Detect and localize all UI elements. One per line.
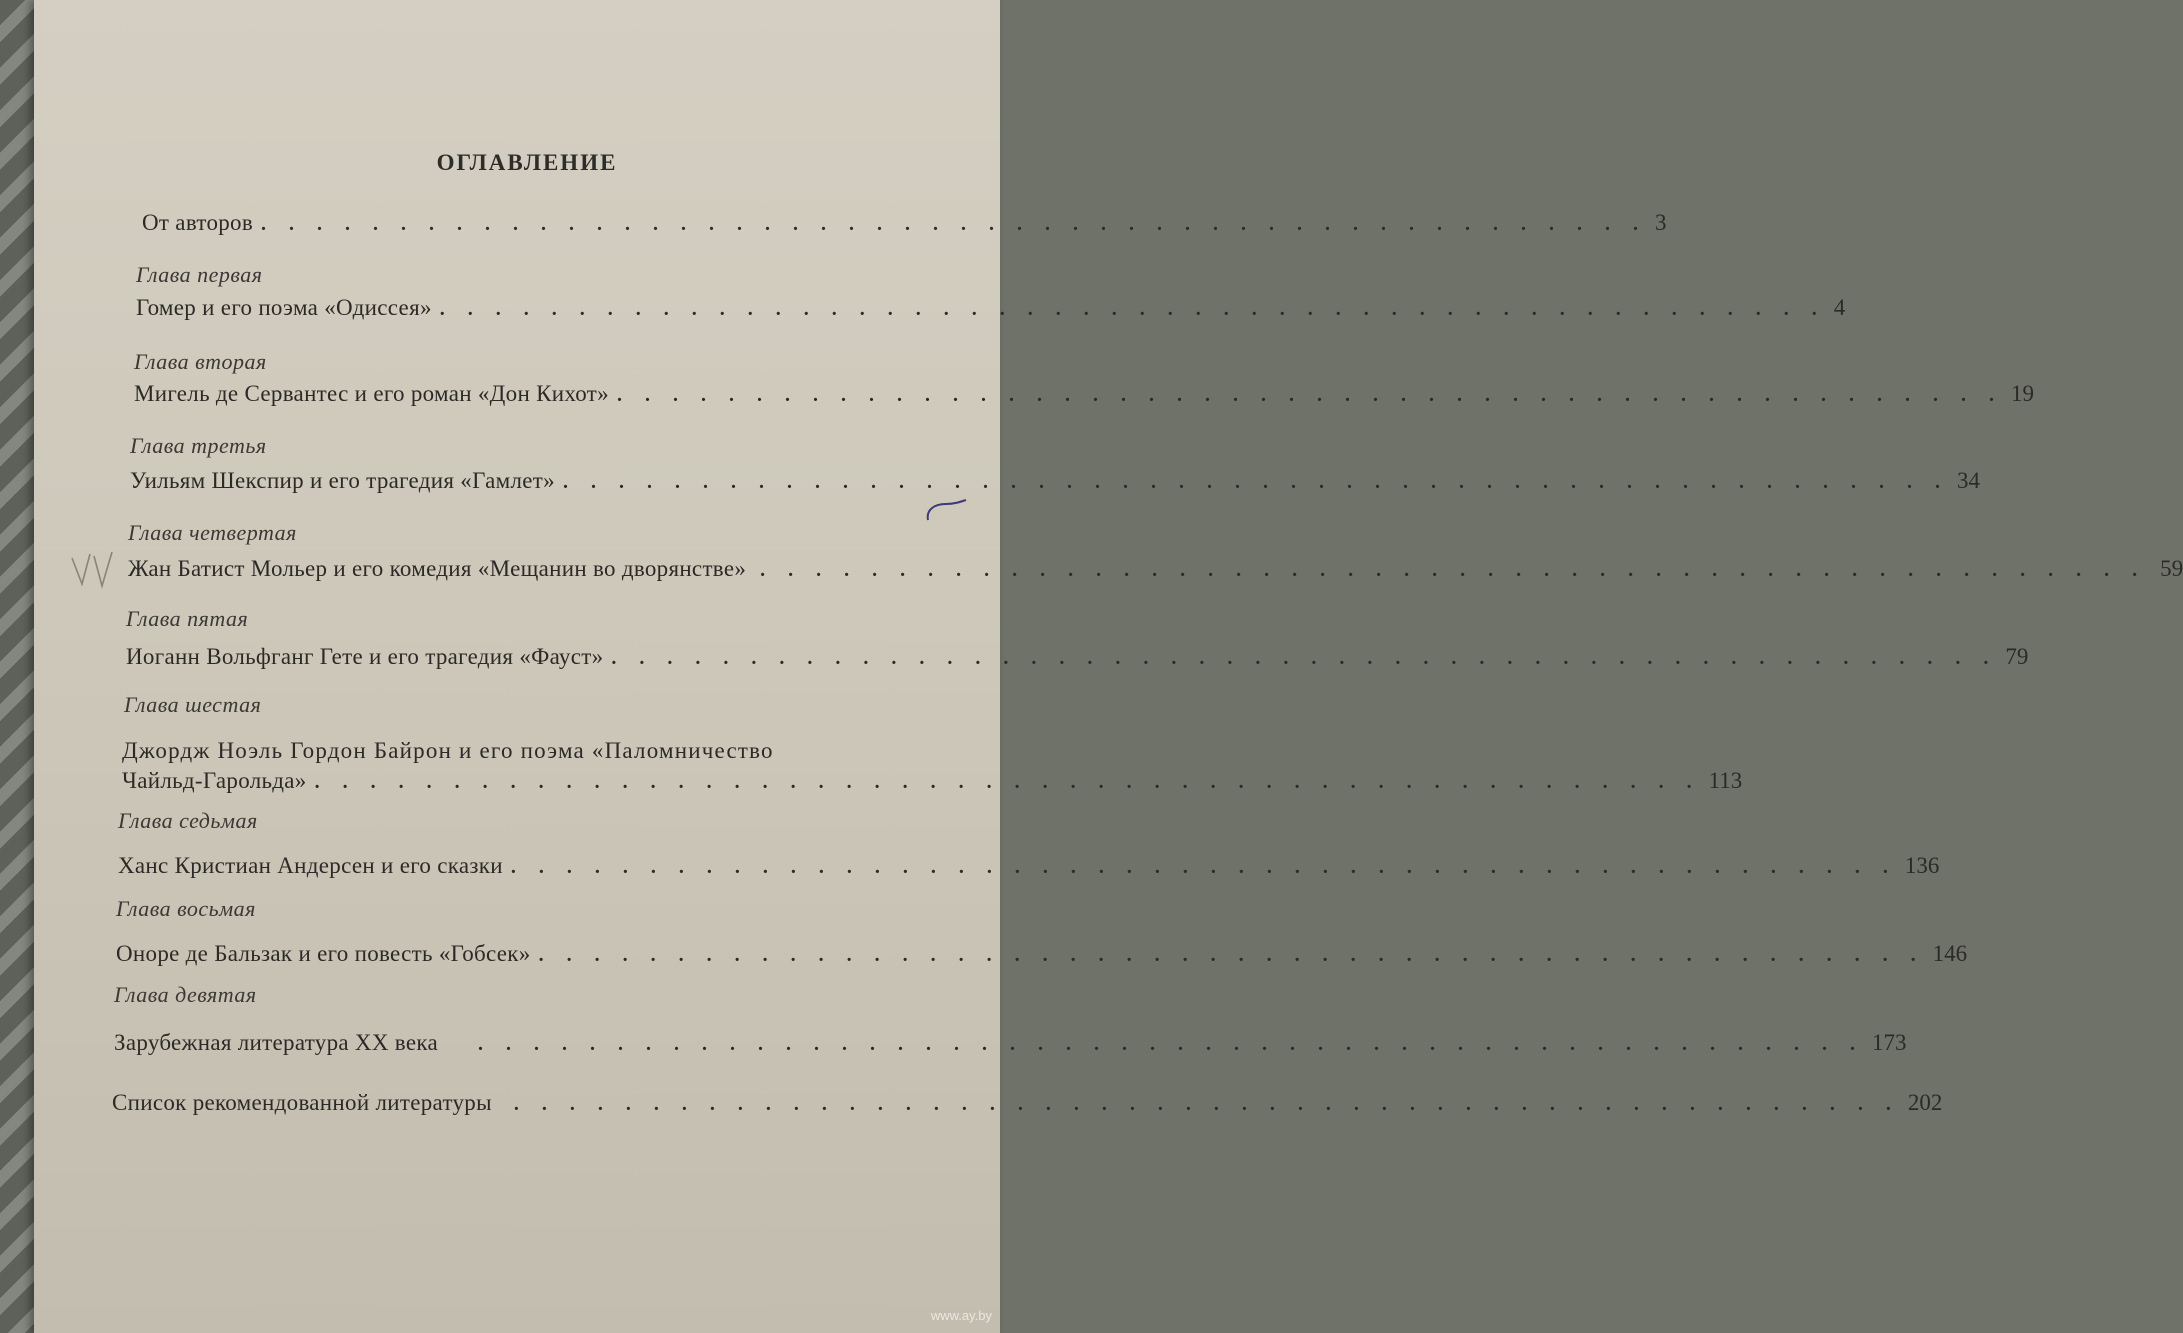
toc-entry-page: 79 xyxy=(2005,644,2029,669)
toc-entry-page: 173 xyxy=(1871,1030,1907,1055)
toc-entry-title: Оноре де Бальзак и его повесть «Гобсек» xyxy=(116,941,531,966)
toc-entry-title: Зарубежная литература XX века xyxy=(114,1030,438,1055)
chapter-heading: Глава шестая xyxy=(124,692,262,717)
pencil-tick-mark xyxy=(68,546,128,592)
book-page xyxy=(34,0,2183,1333)
chapter-heading: Глава вторая xyxy=(134,349,267,374)
dot-leader: . . . . . . . . . . . . . . . . . . . . . . . . . . . . . . . . . . . . . . . . . . . . . . . . . . xyxy=(611,647,1998,669)
dot-leader: . . . . . . . . . . . . . . . . . . . . . . . . . . . . . . . . . . . . . . . . . . . . . . . . . . xyxy=(616,384,2003,406)
chapter-heading: Глава восьмая xyxy=(116,896,256,921)
toc-entry-title: Чайльд-Гарольда» xyxy=(122,768,307,793)
toc-entry xyxy=(114,1030,1907,1056)
toc-entry-page: 113 xyxy=(1708,768,1743,793)
pen-mark xyxy=(920,496,970,526)
toc-entry xyxy=(122,768,1743,794)
dot-leader: . . . . . . . . . . . . . . . . . . . . . . . . . . . . . . . . . . . . . . . . . . . . . . . . . . xyxy=(477,1033,1864,1055)
chapter-heading: Глава девятая xyxy=(114,982,257,1007)
chapter-heading: Глава третья xyxy=(130,433,267,458)
toc-entry xyxy=(130,468,1980,494)
toc-entry-page: 3 xyxy=(1655,210,1667,235)
toc-entry-page: 136 xyxy=(1904,853,1940,878)
toc-entry xyxy=(134,381,2034,407)
toc-entry-page: 202 xyxy=(1907,1090,1943,1115)
toc-entry-title: Мигель де Сервантес и его роман «Дон Кихот» xyxy=(134,381,609,406)
chapter-heading: Глава четвертая xyxy=(128,520,297,545)
toc-entry xyxy=(118,853,1940,879)
dot-leader: . . . . . . . . . . . . . . . . . . . . . . . . . . . . . . . . . . . . . . . . . . . . . . . . . . xyxy=(510,856,1897,878)
toc-entry-page: 146 xyxy=(1932,941,1968,966)
toc-entry-page: 4 xyxy=(1833,295,1846,320)
toc-entry-title: Ханс Кристиан Андерсен и его сказки xyxy=(118,853,503,878)
toc-entry-page: 34 xyxy=(1956,468,1980,493)
chapter-heading: Глава пятая xyxy=(126,606,249,631)
toc-entry-title: Список рекомендованной литературы xyxy=(112,1090,492,1115)
toc-entry-title: Гомер и его поэма «Одиссея» xyxy=(136,295,432,320)
dot-leader: . . . . . . . . . . . . . . . . . . . . . . . . . . . . . . . . . . . . . . . . . . . . . . . . . . xyxy=(513,1093,1900,1115)
toc-entry xyxy=(128,556,2183,582)
dot-leader: . . . . . . . . . . . . . . . . . . . . . . . . . . . . . . . . . . . . . . . . . . . . . . . . . . xyxy=(261,213,1648,235)
toc-entry-page: 59 xyxy=(2160,556,2183,581)
toc-entry xyxy=(116,941,1968,967)
dot-leader: . . . . . . . . . . . . . . . . . . . . . . . . . . . . . . . . . . . . . . . . . . . . . . . . . . xyxy=(760,559,2147,581)
watermark: www.ay.by xyxy=(930,1308,992,1323)
toc-entry xyxy=(126,644,2029,670)
toc-entry-title-line1: Джордж Ноэль Гордон Байрон и его поэма «Паломничество xyxy=(122,738,774,763)
toc-entry xyxy=(112,1090,1943,1116)
toc-entry-title: Иоганн Вольфганг Гете и его трагедия «Фауст» xyxy=(126,644,604,669)
toc-entry-title: От авторов xyxy=(142,210,254,235)
dot-leader: . . . . . . . . . . . . . . . . . . . . . . . . . . . . . . . . . . . . . . . . . . . . . . . . . . xyxy=(314,771,1701,793)
chapter-heading: Глава седьмая xyxy=(118,808,258,833)
toc-entry xyxy=(142,210,1667,236)
page-title: ОГЛАВЛЕНИЕ xyxy=(436,150,618,175)
dot-leader: . . . . . . . . . . . . . . . . . . . . . . . . . . . . . . . . . . . . . . . . . . . . . . . . . . xyxy=(562,471,1949,493)
toc-entry-title: Жан Батист Мольер и его комедия «Мещанин во дворянстве» xyxy=(128,556,747,581)
chapter-heading: Глава первая xyxy=(136,262,263,287)
dot-leader: . . . . . . . . . . . . . . . . . . . . . . . . . . . . . . . . . . . . . . . . . . . . . . . . . . xyxy=(538,944,1925,966)
toc-entry xyxy=(136,295,1846,321)
dot-leader: . . . . . . . . . . . . . . . . . . . . . . . . . . . . . . . . . . . . . . . . . . . . . . . . . . xyxy=(439,298,1826,320)
toc-entry-page: 19 xyxy=(2010,381,2034,406)
toc-entry-title: Уильям Шекспир и его трагедия «Гамлет» xyxy=(130,468,555,493)
